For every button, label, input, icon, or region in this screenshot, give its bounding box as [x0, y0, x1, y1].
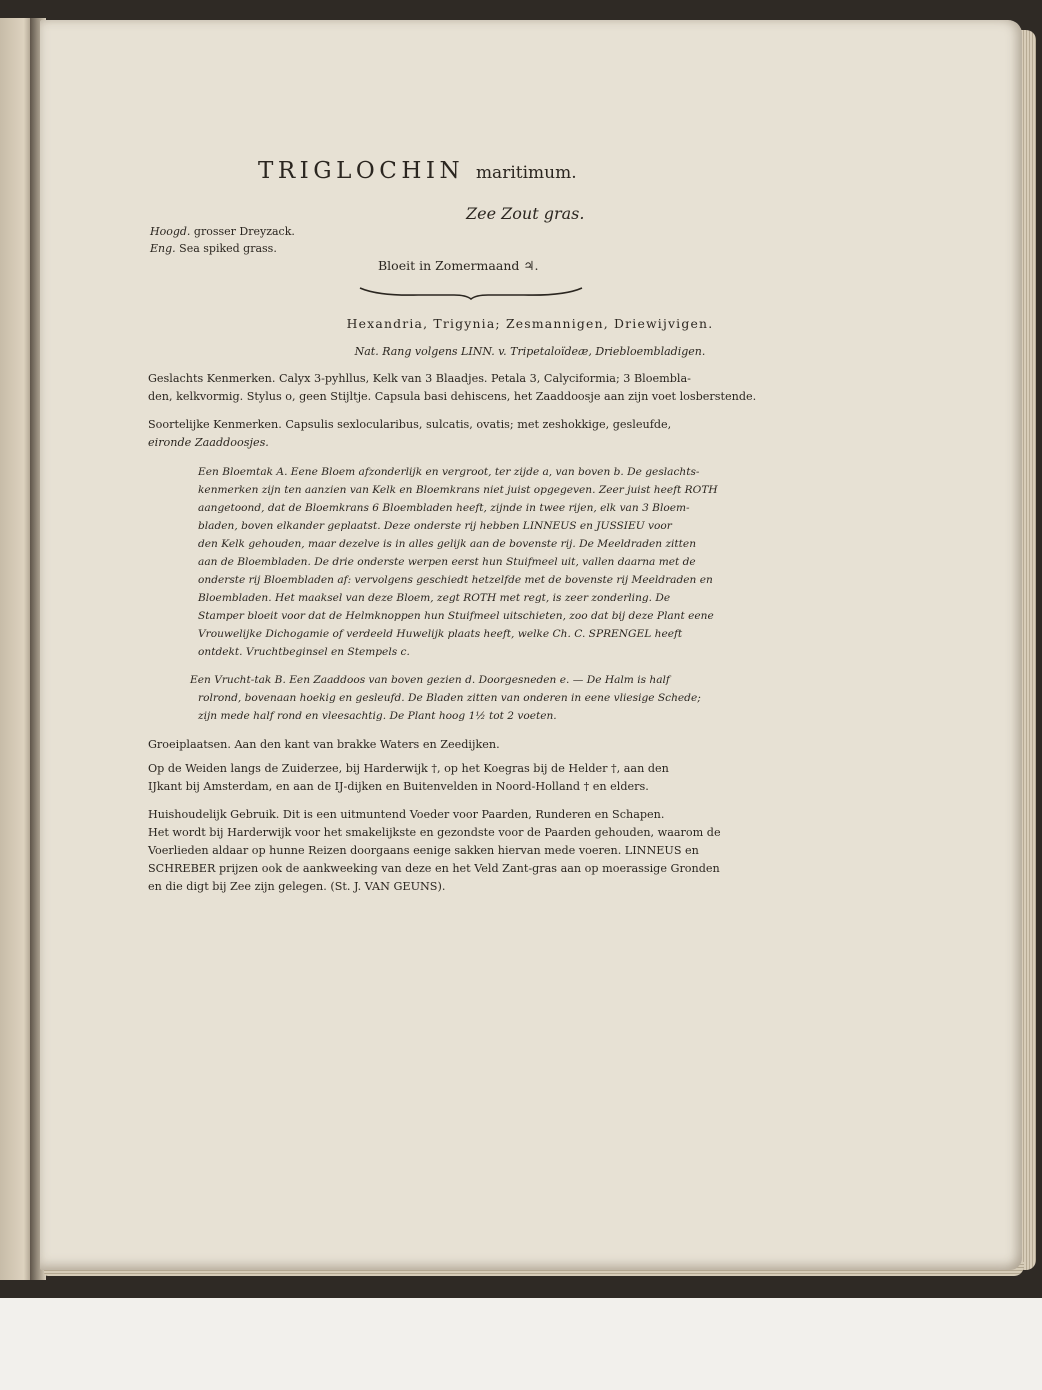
description-line: bladen, boven elkander geplaatst. Deze onderste rij hebben LINNEUS en JUSSIEU voor: [198, 520, 672, 532]
page-subtitle: Zee Zout gras.: [466, 204, 585, 223]
vernacular-lang: Eng.: [150, 242, 176, 255]
uses-line: SCHREBER prijzen ook de aankweeking van deze en het Veld Zant-gras aan op moerassige Gronden: [148, 862, 720, 875]
classification: Hexandria, Trigynia; Zesmannigen, Driewijvigen.: [346, 316, 714, 331]
habitat-line: Op de Weiden langs de Zuiderzee, bij Harderwijk †, op het Koegras bij de Helder †, aan den: [148, 762, 669, 775]
generic-characters-line: den, kelkvormig. Stylus o, geen Stijltje. Capsula basi dehiscens, het Zaaddoosje aan zijn voet losberstende.: [148, 390, 757, 403]
specific-characters-line: eironde Zaaddoosjes.: [148, 436, 269, 449]
description-line: aan de Bloembladen. De drie onderste werpen eerst hun Stuifmeel uit, vallen daarna met de: [198, 556, 696, 568]
description-line: onderste rij Bloembladen af: vervolgens geschiedt hetzelfde met de bovenste rij Meeldraden en: [198, 574, 713, 586]
book-page: [40, 20, 1022, 1270]
description-line: aangetoond, dat de Bloemkrans 6 Bloembladen heeft, zijnde in twee rijen, elk van 3 Bloem-: [198, 502, 690, 514]
habitat-heading-line: Groeiplaatsen. Aan den kant van brakke Waters en Zeedijken.: [148, 738, 500, 751]
fruit-description-line: rolrond, bovenaan hoekig en gesleufd. De Bladen zitten van onderen in eene vliesige Schede;: [198, 692, 701, 704]
description-line: Bloembladen. Het maaksel van deze Bloem, zegt ROTH met regt, is zeer zonderling. De: [198, 592, 671, 604]
vernacular-text: Sea spiked grass.: [179, 242, 277, 255]
uses-line: Voerlieden aldaar op hunne Reizen doorgaans eenige sakken hiervan mede voeren. LINNEUS en: [148, 844, 699, 857]
vernacular-lang: Hoogd.: [150, 225, 191, 238]
natural-rank: Nat. Rang volgens LINN. v. Tripetaloïdeæ, Driebloembladigen.: [354, 345, 706, 358]
left-page-edge: [0, 18, 34, 1280]
page-title: [258, 158, 577, 184]
specific-characters-line: Soortelijke Kenmerken. Capsulis sexlocularibus, sulcatis, ovatis; met zeshokkige, gesleufde,: [148, 418, 672, 431]
description-line: den Kelk gehouden, maar dezelve is in alles gelijk aan de bovenste rij. De Meeldraden zitten: [198, 538, 697, 550]
fruit-description-line: Een Vrucht-tak B. Een Zaaddoos van boven gezien d. Doorgesneden e. — De Halm is half: [190, 674, 670, 686]
vernacular-text: grosser Dreyzack.: [193, 225, 295, 238]
description-line: Vrouwelijke Dichogamie of verdeeld Huwelijk plaats heeft, welke Ch. C. SPRENGEL heeft: [198, 628, 683, 640]
description-line: Een Bloemtak A. Eene Bloem afzonderlijk en vergroot, ter zijde a, van boven b. De geslachts-: [198, 466, 700, 478]
generic-characters-line: Geslachts Kenmerken. Calyx 3-pyhllus, Kelk van 3 Blaadjes. Petala 3, Calyciformia; 3 Bloembla-: [148, 372, 691, 385]
description-line: ontdekt. Vruchtbeginsel en Stempels c.: [198, 646, 410, 658]
title-species: maritimum.: [475, 163, 577, 183]
vernacular-name-german: [150, 225, 295, 238]
uses-line: Het wordt bij Harderwijk voor het smakelijkste en gezondste voor de Paarden gehouden, waarom de: [148, 826, 721, 839]
description-line: Stamper bloeit voor dat de Helmknoppen hun Stuifmeel uitschieten, zoo dat bij deze Plant eene: [198, 610, 714, 622]
uses-heading-line: Huishoudelijk Gebruik. Dit is een uitmuntend Voeder voor Paarden, Runderen en Schapen.: [148, 808, 665, 821]
habitat-line: IJkant bij Amsterdam, en aan de IJ-dijken en Buitenvelden in Noord-Holland † en elders.: [148, 780, 649, 793]
fruit-description-line: zijn mede half rond en vleesachtig. De Plant hoog 1½ tot 2 voeten.: [198, 710, 557, 722]
title-genus: TRIGLOCHIN: [258, 158, 465, 184]
flowering-time: Bloeit in Zomermaand ♃.: [378, 258, 539, 273]
description-line: kenmerken zijn ten aanzien van Kelk en Bloemkrans niet juist opgegeven. Zeer juist heeft ROTH: [198, 484, 718, 496]
vernacular-name-english: [150, 242, 277, 255]
ornamental-divider: [358, 284, 584, 300]
uses-line: en die digt bij Zee zijn gelegen. (St. J. VAN GEUNS).: [148, 880, 446, 893]
